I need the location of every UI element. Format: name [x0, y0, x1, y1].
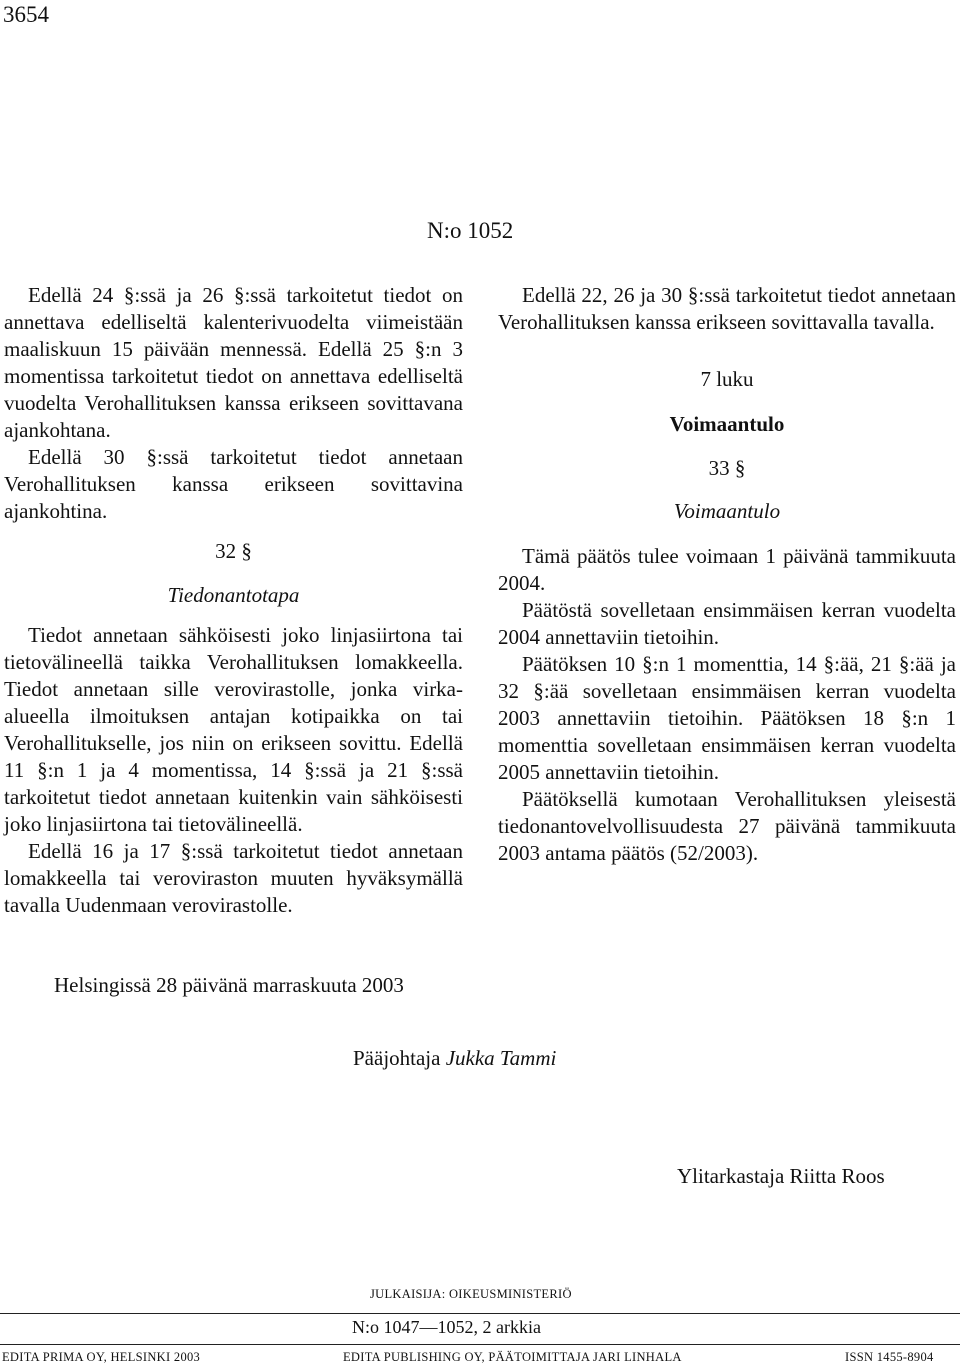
- document-number: N:o 1052: [427, 218, 514, 243]
- inspector-signature: Ylitarkastaja Riitta Roos: [677, 1164, 885, 1188]
- footer-issn: ISSN 1455-8904: [845, 1350, 934, 1364]
- paragraph: Edellä 24 §:ssä ja 26 §:ssä tarkoitetut tiedot on annettava edelliseltä kalenterivuodelta viimeistään maaliskuun 15 päivään mennessä. Edellä 25 §:n 3 momentissa tarkoitetut tiedot on annettava edelliseltä vuodelta Verohallituksen kanssa erikseen sovittavana ajankohtana.: [4, 283, 463, 442]
- signing-place-date: Helsingissä 28 päivänä marraskuuta 2003: [54, 973, 404, 997]
- section-number: 33 §: [708, 456, 746, 480]
- section-title: Tiedonantotapa: [167, 583, 300, 607]
- paragraph: Tiedot annetaan sähköisesti joko linjasiirtona tai tietovälineellä taikka Verohallituksen lomakkeella. Tiedot annetaan sille verovirastolle, jonka virka-alueella ilmoituksen antajan kotipaikka on tai Verohallitukselle, jos niin on erikseen sovittu. Edellä 11 §:n 1 ja 4 momentissa, 14 §:ssä ja 21 §:ssä tarkoitetut tiedot annetaan kuitenkin vain sähköisesti joko linjasiirtona tai tietovälineellä.: [4, 623, 463, 836]
- director-name: Jukka Tammi: [445, 1046, 557, 1070]
- paragraph: Edellä 16 ja 17 §:ssä tarkoitetut tiedot annetaan lomakkeella tai veroviraston muuten hyväksymällä tavalla Uudenmaan verovirastolle.: [4, 839, 463, 917]
- paragraph: Edellä 22, 26 ja 30 §:ssä tarkoitetut tiedot annetaan Verohallituksen kanssa erikseen sovittavalla tavalla.: [498, 283, 956, 334]
- publication-numbers: N:o 1047—1052, 2 arkkia: [352, 1317, 541, 1337]
- section-title: Voimaantulo: [673, 499, 781, 523]
- footer-publisher: EDITA PUBLISHING OY, PÄÄTOIMITTAJA JARI LINHALA: [343, 1350, 682, 1364]
- section-number: 32 §: [215, 539, 252, 563]
- left-column: [4, 282, 463, 919]
- paragraph: Päätöksellä kumotaan Verohallituksen yleisestä tiedonantovelvollisuudesta 27 päivänä tammikuuta 2003 antama päätös (52/2003).: [498, 787, 956, 865]
- publisher-divider: [0, 1313, 960, 1314]
- right-column: [498, 282, 956, 867]
- paragraph: Päätöstä sovelletaan ensimmäisen kerran vuodelta 2004 annettaviin tietoihin.: [498, 598, 956, 649]
- paragraph: Edellä 30 §:ssä tarkoitetut tiedot annetaan Verohallituksen kanssa erikseen sovittavina ajankohtina.: [4, 445, 463, 523]
- director-signature: [353, 1046, 556, 1071]
- footer-divider: [0, 1344, 960, 1345]
- paragraph: Päätöksen 10 §:n 1 momenttia, 14 §:ää, 21 §:ää ja 32 §:ää sovelletaan ensimmäisen kerran vuodelta 2003 annettaviin tietoihin. Päätöksen 18 §:n 1 momenttia sovelletaan ensimmäisen kerran vuodelta 2005 annettaviin tietoihin.: [498, 652, 956, 784]
- director-title: Pääjohtaja: [353, 1046, 441, 1070]
- paragraph: Tämä päätös tulee voimaan 1 päivänä tammikuuta 2004.: [498, 544, 956, 595]
- chapter-number: 7 luku: [700, 367, 754, 391]
- page-number: 3654: [3, 2, 49, 27]
- footer-printer: EDITA PRIMA OY, HELSINKI 2003: [2, 1350, 201, 1364]
- publisher-label: JULKAISIJA: OIKEUSMINISTERIÖ: [370, 1287, 572, 1301]
- chapter-title: Voimaantulo: [669, 412, 785, 436]
